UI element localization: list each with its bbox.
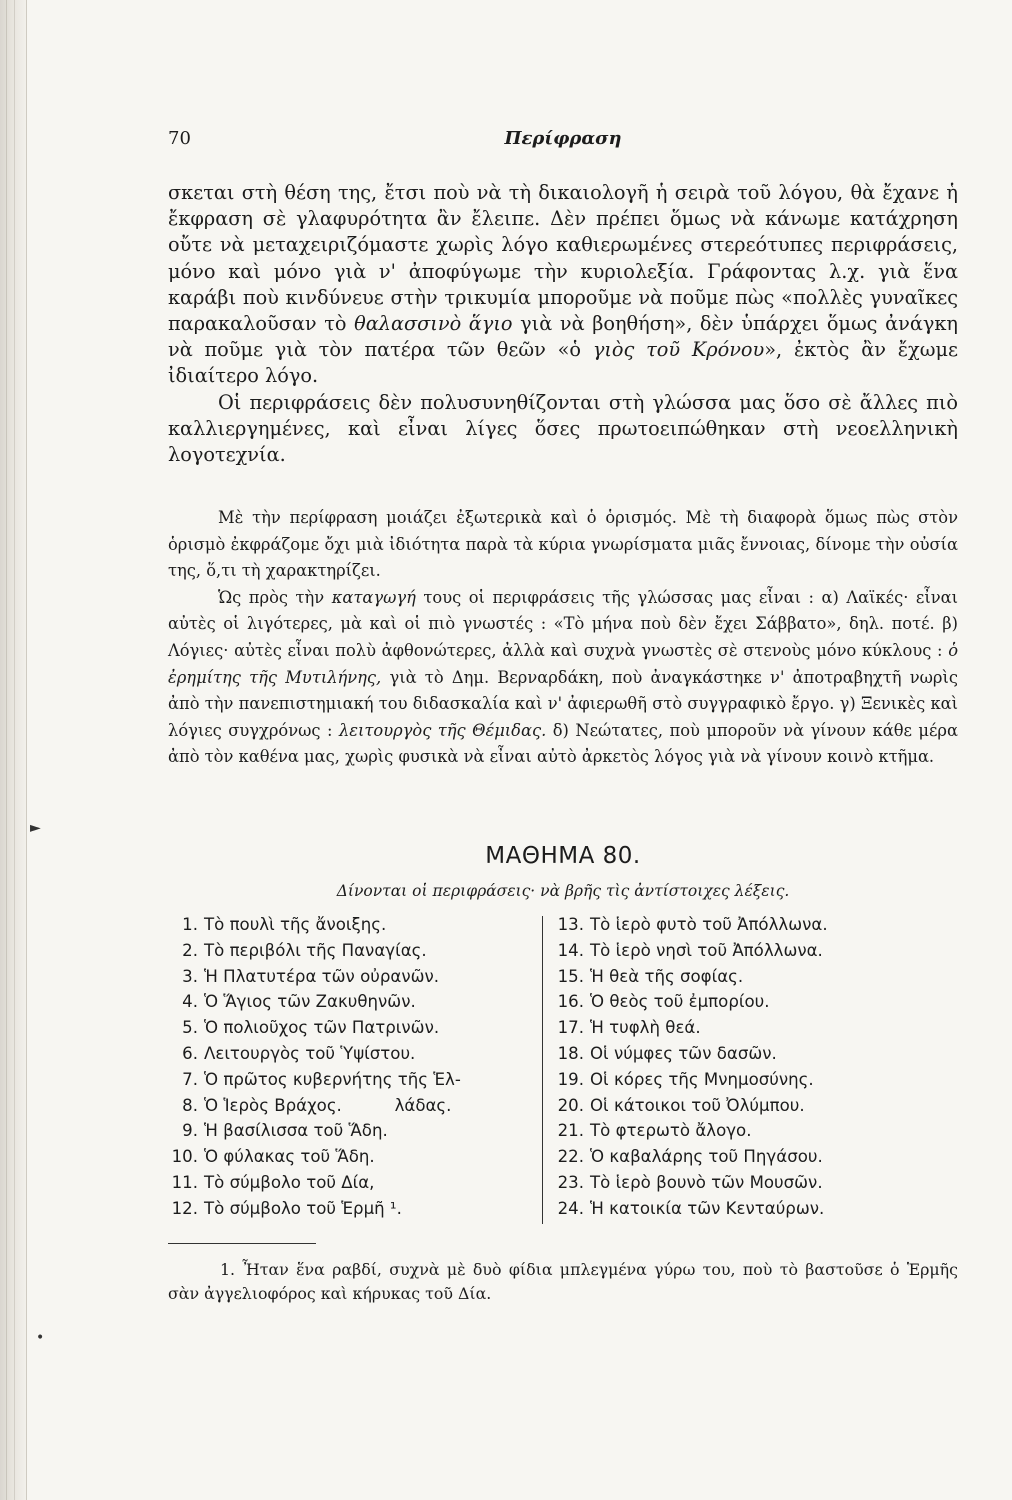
note-paragraph-1: Μὲ τὴν περίφραση μοιάζει ἐξωτερικὰ καὶ ὁ ὁρισμός. Μὲ τὴ διαφορὰ ὅμως πὼς στὸν ὁρισμὸ ἐκφράζομε ὄχι μιὰ ἰδιότητα παρὰ τὰ κύρια γνωρίσματα μιᾶς ἔννοιας, δίνομε τὴν οὐσία της, ὅ,τι τὴ χαρακτηρίζει. [168, 508, 958, 581]
exercise-item: 1. Τὸ πουλὶ τῆς ἄνοιξης. [182, 915, 387, 934]
column-divider [542, 916, 543, 1224]
paragraph-2: Οἱ περιφράσεις δὲν πολυσυνηθίζονται στὴ γλώσσα μας ὅσο σὲ ἄλλες πιὸ καλλιεργημένες, καὶ εἶναι λίγες ὅσες πρωτοειπώθηκαν στὴ νεοελληνικὴ λογοτεχνία. [168, 390, 958, 467]
exercise-item: 17. Ἡ τυφλὴ θεά. [557, 1018, 701, 1038]
exercise-item: 19. Οἱ κόρες τῆς Μνημοσύνης. [557, 1069, 814, 1089]
exercise-item: 21. Τὸ φτερωτὸ ἄλογο. [557, 1121, 752, 1141]
exercise-item: 12. Τὸ σύμβολο τοῦ Ἑρμῆ ¹. [171, 1198, 402, 1218]
paragraph-1: σκεται στὴ θέση της, ἔτσι ποὺ νὰ τὴ δικαιολογῆ ἡ σειρὰ τοῦ λόγου, θὰ ἔχανε ἡ ἔκφραση σὲ γλαφυρότητα ἂν ἔλειπε. Δὲν πρέπει ὅμως νὰ κάνωμε κατάχρηση οὔτε νὰ μεταχειριζόμαστε χωρὶς λόγο καθιερωμένες στερεότυπες περιφράσεις, μόνο καὶ μόνο γιὰ ν' ἀποφύγωμε τὴν κυριολεξία. Γράφοντας λ.χ. γιὰ ἕνα καράβι ποὺ κινδύνευε στὴν τρικυμία μποροῦμε νὰ ποῦμε πὼς «πολλὲς γυναῖκες παρακαλοῦσαν τὸ θαλασσινὸ ἅγιο γιὰ νὰ βοηθήση», δὲν ὑπάρχει ὅμως ἀνάγκη νὰ ποῦμε γιὰ τὸν πατέρα τῶν θεῶν «ὁ γιὸς τοῦ Κρόνου», ἐκτὸς ἂν ἔχωμε ἰδιαίτερο λόγο. [168, 181, 958, 388]
exercise-item: 2. Τὸ περιβόλι τῆς Παναγίας. [182, 940, 427, 960]
footnote [168, 1258, 958, 1306]
page-number: 70 [168, 128, 191, 149]
main-text [168, 180, 958, 468]
exercise-item: 15. Ἡ θεὰ τῆς σοφίας. [557, 966, 744, 986]
footnote-rule [168, 1243, 316, 1244]
footnote-text: 1. Ἦταν ἕνα ραβδί, συχνὰ μὲ δυὸ φίδια μπλεγμένα γύρω του, ποὺ τὸ βαστοῦσε ὁ Ἑρμῆς σὰν ἀγγελιοφόρος καὶ κήρυκας τοῦ Δία. [168, 1260, 958, 1303]
exercise-item: 4. Ὁ Ἅγιος τῶν Ζακυθηνῶν. [182, 992, 416, 1012]
exercise-item: 24. Ἡ κατοικία τῶν Κενταύρων. [557, 1198, 825, 1218]
exercise-item: 18. Οἱ νύμφες τῶν δασῶν. [557, 1043, 777, 1063]
exercise-item: 22. Ὁ καβαλάρης τοῦ Πηγάσου. [557, 1147, 823, 1167]
exercise-column-right [554, 912, 958, 1222]
exercise-item: 13. Τὸ ἱερὸ φυτὸ τοῦ Ἀπόλλωνα. [557, 915, 828, 934]
exercise-item: 11. Τὸ σύμβολο τοῦ Δία, [171, 1172, 375, 1192]
lesson-instruction: Δίνονται οἱ περιφράσεις· νὰ βρῆς τὶς ἀντίστοιχες λέξεις. [336, 882, 790, 900]
exercise-item: 14. Τὸ ἱερὸ νησὶ τοῦ Ἀπόλλωνα. [557, 940, 823, 960]
page-edge [0, 0, 27, 1500]
exercise-item: 10. Ὁ φύλακας τοῦ Ἅδη. [171, 1147, 375, 1167]
exercise-item: 3. Ἡ Πλατυτέρα τῶν οὐρανῶν. [182, 966, 440, 986]
note-text [168, 505, 958, 771]
exercise-item: 6. Λειτουργὸς τοῦ Ὑψίστου. [182, 1043, 416, 1063]
exercise-item: 5. Ὁ πολιοῦχος τῶν Πατρινῶν. [182, 1018, 440, 1038]
note-paragraph-2: Ὡς πρὸς τὴν καταγωγή τους οἱ περιφράσεις τῆς γλώσσας μας εἶναι : α) Λαϊκές· εἶναι αὐτὲς οἱ λιγότερες, μὰ καὶ οἱ πιὸ γνωστές : «Τὸ μήνα ποὺ δὲν ἔχει Σάββατο», δηλ. ποτέ. β) Λόγιες· αὐτὲς εἶναι πολὺ ἀφθονώτερες, ἀλλὰ καὶ συχνὰ γνωστὲς σὲ στενοὺς μόνο κύκλους : ὁ ἐρημίτης τῆς Μυτιλήνης, γιὰ τὸ Δημ. Βερναρδάκη, ποὺ ἀναγκάστηκε ν' ἀποτραβηχτῆ νωρὶς ἀπὸ τὴν πανεπιστημιακή του διδασκαλία καὶ ν' ἀφιερωθῆ στὸ συγγραφικὸ ἔργο. γ) Ξενικὲς καὶ λόγιες συγχρόνως : λειτουργὸς τῆς Θέμιδας. δ) Νεώτατες, ποὺ μποροῦν νὰ γίνουν κάθε μέρα ἀπὸ τὸν καθένα μας, χωρὶς φυσικὰ νὰ εἶναι αὐτὸ ἀρκετὸς λόγος γιὰ νὰ γίνουν κοινὸ κτῆμα. [168, 587, 958, 767]
exercise-item: 23. Τὸ ἱερὸ βουνὸ τῶν Μουσῶν. [557, 1172, 823, 1192]
exercise-item: 9. Ἡ βασίλισσα τοῦ Ἅδη. [182, 1121, 388, 1141]
margin-mark: ► [30, 820, 41, 836]
exercise-item: 20. Οἱ κάτοικοι τοῦ Ὀλύμπου. [557, 1095, 805, 1115]
exercise-list [168, 912, 958, 1228]
exercise-item: 16. Ὁ θεὸς τοῦ ἐμπορίου. [557, 992, 770, 1012]
exercise-item: 8. Ὁ Ἱερὸς Βράχος. λάδας. [182, 1095, 452, 1115]
exercise-column-left [168, 912, 536, 1222]
margin-mark: • [36, 1330, 45, 1346]
lesson-title: ΜΑΘΗΜΑ 80. [485, 843, 641, 869]
running-head [168, 128, 958, 158]
exercise-item: 7. Ὁ πρῶτος κυβερνήτης τῆς Ἑλ- [182, 1069, 461, 1089]
running-title: Περίφραση [504, 128, 622, 149]
